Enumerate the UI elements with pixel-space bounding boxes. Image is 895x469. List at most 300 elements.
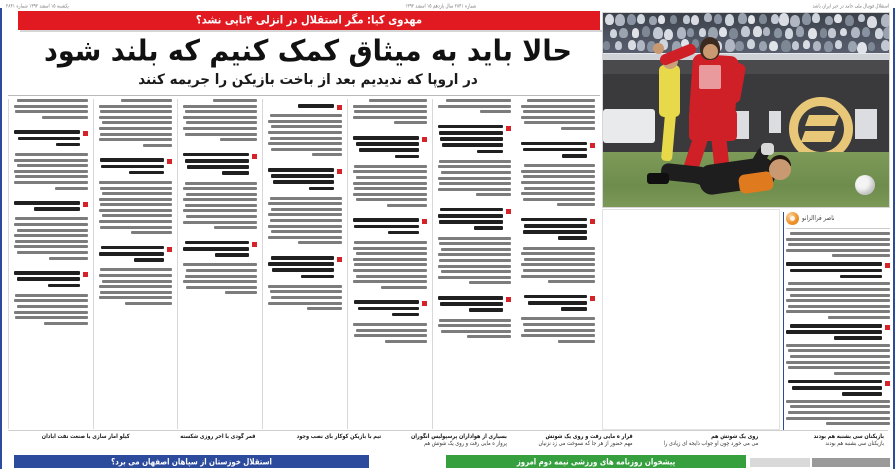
text-line xyxy=(220,138,257,141)
text-line xyxy=(185,110,257,113)
text-line xyxy=(438,296,504,300)
col-6 xyxy=(432,99,517,429)
text-line xyxy=(438,214,504,218)
crowd-person xyxy=(714,14,722,24)
text-line xyxy=(477,150,503,154)
text-line xyxy=(440,302,503,306)
text-line xyxy=(99,252,165,256)
crowd-person xyxy=(781,40,791,52)
bottom-teaser-cell[interactable] xyxy=(134,433,260,452)
text-line xyxy=(788,366,890,369)
text-line xyxy=(272,268,334,272)
text-line xyxy=(438,177,512,180)
text-line xyxy=(439,319,511,322)
text-line xyxy=(15,240,87,243)
text-line xyxy=(356,329,427,332)
text-line xyxy=(442,143,504,147)
crowd-person xyxy=(802,13,811,24)
body-paragraph xyxy=(183,99,257,144)
crowd-person xyxy=(628,40,636,50)
text-line xyxy=(125,302,172,305)
text-line xyxy=(185,241,249,245)
text-line xyxy=(790,232,890,235)
question-heading xyxy=(268,168,342,193)
text-line xyxy=(354,110,426,113)
article-columns xyxy=(8,99,600,429)
text-line xyxy=(14,181,88,184)
red-player-left-hand xyxy=(653,43,664,54)
text-line xyxy=(14,271,80,275)
teaser-banner-shadow xyxy=(20,30,602,32)
text-line xyxy=(354,165,426,168)
crowd-person xyxy=(881,14,891,27)
crowd-person xyxy=(649,16,656,25)
col-5 xyxy=(347,99,432,429)
body-paragraph xyxy=(786,344,890,375)
text-line xyxy=(528,301,587,305)
bottom-teaser-line-1: تیم با بازیکن کوکار بای نصب وجود xyxy=(296,433,382,441)
question-heading xyxy=(786,324,890,340)
crowd-person xyxy=(771,14,779,24)
text-line xyxy=(562,154,587,158)
crowd-person xyxy=(883,27,890,39)
advertising-board-top xyxy=(603,60,889,74)
text-line xyxy=(790,405,890,408)
text-line xyxy=(101,165,164,169)
question-heading xyxy=(268,256,342,281)
text-line xyxy=(48,284,80,288)
text-line xyxy=(395,155,419,159)
body-paragraph xyxy=(521,164,595,209)
text-line xyxy=(439,259,511,262)
page-left-rule xyxy=(0,8,2,469)
text-line xyxy=(524,121,595,124)
text-line xyxy=(15,217,87,220)
text-line xyxy=(388,231,418,235)
text-line xyxy=(143,144,172,147)
bottom-teaser-line-1: قرار ه مایی رفت و روی یک شوتش xyxy=(545,433,633,441)
crowd-person xyxy=(868,42,875,51)
text-line xyxy=(842,392,882,396)
question-heading xyxy=(521,295,595,314)
crowd-person xyxy=(719,27,727,37)
body-paragraph xyxy=(786,282,890,319)
text-line xyxy=(17,229,88,232)
body-paragraph xyxy=(14,217,88,262)
bottom-teaser-line-2: مهم حضور از هر جا که نسوخت می زد نزنیان xyxy=(538,439,633,447)
text-line xyxy=(467,335,511,338)
text-line xyxy=(438,125,504,129)
crowd-person xyxy=(642,26,651,37)
text-line xyxy=(183,263,257,266)
text-line xyxy=(353,218,419,222)
text-line xyxy=(131,231,172,234)
text-line xyxy=(524,164,595,167)
text-line xyxy=(438,237,512,240)
body-paragraph xyxy=(521,247,595,286)
lead-photo xyxy=(602,12,890,208)
crowd-person xyxy=(828,28,836,38)
bottom-teaser-cell[interactable] xyxy=(8,433,134,452)
text-line xyxy=(271,174,334,178)
text-line xyxy=(354,263,426,266)
text-line xyxy=(441,270,512,273)
crowd-person xyxy=(785,28,794,39)
body-paragraph xyxy=(183,263,257,297)
text-line xyxy=(381,286,427,289)
text-line xyxy=(840,275,882,279)
crowd-person xyxy=(862,27,870,37)
crowd-person xyxy=(637,40,646,51)
bottom-teaser-cell[interactable] xyxy=(259,433,385,452)
text-line xyxy=(34,207,80,211)
crowd-person xyxy=(875,28,884,39)
text-line xyxy=(186,269,257,272)
text-line xyxy=(438,253,512,256)
text-line xyxy=(353,170,427,173)
text-line xyxy=(548,280,595,283)
text-line xyxy=(521,192,595,195)
text-line xyxy=(17,99,88,102)
text-line xyxy=(186,215,257,218)
text-line xyxy=(790,324,882,328)
bottom-teaser-line-1: قمر گودی با آخر روزی شکسته xyxy=(180,433,256,441)
text-line xyxy=(524,295,587,299)
bottom-band-blue[interactable] xyxy=(14,455,369,468)
crowd-person xyxy=(848,41,857,52)
crowd-person xyxy=(753,26,762,37)
text-line xyxy=(439,182,511,185)
text-line xyxy=(312,153,341,156)
text-line xyxy=(15,316,87,319)
masthead-left-text: یکشنبه ۱۵ اسفند ۱۳۹۲ شماره ۲۸۴۱ xyxy=(6,2,69,9)
body-paragraph xyxy=(183,182,257,232)
text-line xyxy=(100,203,172,206)
text-line xyxy=(438,276,512,279)
crowd-person xyxy=(747,39,755,49)
page-subtitle: در اروپا که ندیدیم بعد از باخت بازیکن را جریمه کنند xyxy=(138,71,478,89)
crowd-person xyxy=(610,29,618,39)
crowd-person xyxy=(619,28,627,39)
text-line xyxy=(102,192,173,195)
text-line xyxy=(268,302,342,305)
text-line xyxy=(786,330,882,334)
question-heading xyxy=(438,296,512,315)
text-line xyxy=(354,300,418,304)
crowd-person xyxy=(687,28,695,37)
text-line xyxy=(99,274,173,277)
bottom-band-green[interactable] xyxy=(446,455,746,468)
text-line xyxy=(186,286,257,289)
text-line xyxy=(271,148,342,151)
body-paragraph xyxy=(14,294,88,328)
crowd-person xyxy=(851,27,860,39)
bottom-teaser-cell[interactable] xyxy=(637,433,763,452)
crowd-person xyxy=(825,16,832,25)
text-line xyxy=(100,291,172,294)
crowd-person xyxy=(677,27,687,39)
text-line xyxy=(55,187,87,190)
text-line xyxy=(268,120,342,123)
teaser-banner[interactable] xyxy=(18,11,600,30)
body-paragraph xyxy=(14,99,88,121)
bottom-teaser-line-2: می می خورد چون او جواب ذایجه ای زیادی را xyxy=(663,439,759,447)
text-line xyxy=(790,355,890,358)
text-line xyxy=(301,275,334,279)
text-line xyxy=(524,224,587,228)
text-line xyxy=(438,324,512,327)
text-line xyxy=(786,344,890,347)
text-line xyxy=(268,142,342,145)
bottom-teaser-line-1: بازیکنان سی بشنبه هم بودند xyxy=(813,433,885,441)
text-line xyxy=(356,252,427,255)
headline-divider xyxy=(8,95,600,96)
crowd-person xyxy=(637,14,645,24)
text-line xyxy=(49,257,87,260)
crowd-person xyxy=(813,41,821,51)
text-line xyxy=(101,246,164,250)
text-line xyxy=(183,187,257,190)
crowd-person xyxy=(857,42,867,54)
text-line xyxy=(521,105,595,108)
text-line xyxy=(788,380,882,384)
text-line xyxy=(270,219,342,222)
text-line xyxy=(100,226,172,229)
text-line xyxy=(356,142,419,146)
text-line xyxy=(440,208,503,212)
bottom-teaser-line-2: بازیکنان سی بشنبه هم بودند xyxy=(825,439,885,447)
text-line xyxy=(385,340,426,343)
col-2 xyxy=(93,99,178,429)
text-line xyxy=(788,411,890,414)
text-line xyxy=(438,188,512,191)
text-line xyxy=(834,372,890,375)
bottom-teaser-cell[interactable] xyxy=(511,433,637,452)
text-line xyxy=(186,193,257,196)
text-line xyxy=(14,105,88,108)
crowd-person xyxy=(683,15,691,24)
text-line xyxy=(185,159,249,163)
text-line xyxy=(521,181,595,184)
text-line xyxy=(438,165,512,168)
bottom-band-green-text: پیشخوان روزنامه های ورزشی نیمه دوم امروز xyxy=(516,456,676,467)
body-paragraph xyxy=(438,160,512,199)
text-line xyxy=(271,230,342,233)
text-line xyxy=(56,143,80,147)
bottom-teaser-line-2: پرواز ه مایی رفت و روی یک شوتش هم xyxy=(424,439,507,447)
body-paragraph xyxy=(521,317,595,345)
goalkeeper-head xyxy=(769,159,791,180)
text-line xyxy=(832,254,890,257)
body-paragraph xyxy=(99,99,173,149)
text-line xyxy=(439,220,503,224)
text-line xyxy=(523,110,595,113)
crowd-person xyxy=(774,28,782,38)
body-paragraph xyxy=(786,232,890,257)
ad-square-3 xyxy=(855,109,877,139)
crowd-person xyxy=(735,41,743,51)
text-line xyxy=(268,262,334,266)
text-line xyxy=(786,288,890,291)
text-line xyxy=(102,121,173,124)
text-line xyxy=(786,249,890,252)
sidebar-column xyxy=(786,232,890,430)
question-heading xyxy=(438,208,512,233)
crowd-person xyxy=(824,41,833,52)
crowd-person xyxy=(603,41,610,50)
body-paragraph xyxy=(14,153,88,192)
text-line xyxy=(186,121,257,124)
text-line xyxy=(185,133,257,136)
text-line xyxy=(183,221,257,224)
crowd-person xyxy=(858,14,865,23)
text-line xyxy=(225,291,257,294)
text-line xyxy=(268,236,342,239)
body-paragraph xyxy=(438,99,512,116)
text-line xyxy=(268,131,342,134)
text-line xyxy=(353,182,427,185)
text-line xyxy=(270,137,342,140)
football-ball xyxy=(855,175,875,195)
text-line xyxy=(99,296,173,299)
text-line xyxy=(521,275,595,278)
text-line xyxy=(354,225,418,229)
text-line xyxy=(14,170,88,173)
text-line xyxy=(222,171,250,175)
text-line xyxy=(788,305,890,308)
text-line xyxy=(353,116,427,119)
stadium-crowd xyxy=(603,13,889,57)
text-line xyxy=(99,209,173,212)
crowd-person xyxy=(835,40,843,50)
text-line xyxy=(353,105,427,108)
text-line xyxy=(183,116,257,119)
crowd-person xyxy=(627,14,636,25)
text-line xyxy=(392,313,418,317)
text-line xyxy=(270,197,342,200)
text-line xyxy=(271,256,334,260)
text-line xyxy=(100,187,172,190)
question-heading xyxy=(786,380,890,396)
text-line xyxy=(100,268,172,271)
body-paragraph xyxy=(268,285,342,313)
text-line xyxy=(394,121,426,124)
crowd-person xyxy=(615,14,625,26)
text-line xyxy=(42,116,88,119)
text-line xyxy=(521,252,595,255)
question-heading xyxy=(14,271,88,290)
text-line xyxy=(474,226,503,230)
bottom-teaser-cell[interactable] xyxy=(385,433,511,452)
goalkeeper-boot xyxy=(647,173,669,184)
crowd-person xyxy=(840,28,847,37)
text-line xyxy=(524,329,595,332)
bottom-band-grey-dark xyxy=(812,458,890,467)
text-line xyxy=(270,290,342,293)
crowd-person xyxy=(699,28,707,38)
text-line xyxy=(524,187,595,190)
headline-block xyxy=(14,33,602,93)
text-line xyxy=(561,127,595,130)
text-line xyxy=(786,238,890,241)
crowd-person xyxy=(738,13,747,24)
crowd-person xyxy=(658,15,665,24)
question-heading xyxy=(183,241,257,260)
page-title: حالا باید به میثاق کمک کنیم که بلند شود xyxy=(43,34,573,69)
text-line xyxy=(786,299,890,302)
text-line xyxy=(356,176,427,179)
text-line xyxy=(15,294,87,297)
text-line xyxy=(18,137,80,141)
text-line xyxy=(268,225,342,228)
text-line xyxy=(183,198,257,201)
text-line xyxy=(523,247,595,250)
text-line xyxy=(441,171,512,174)
text-line xyxy=(185,182,257,185)
text-line xyxy=(354,241,426,244)
text-line xyxy=(439,131,503,135)
text-line xyxy=(353,136,419,140)
body-paragraph xyxy=(99,181,173,237)
question-heading xyxy=(14,130,88,149)
bottom-teaser-row xyxy=(8,430,888,452)
text-line xyxy=(129,171,164,175)
body-paragraph xyxy=(438,237,512,287)
text-line xyxy=(523,175,595,178)
crowd-person xyxy=(704,13,711,22)
text-line xyxy=(834,336,882,340)
text-line xyxy=(359,148,418,152)
text-line xyxy=(788,349,890,352)
text-line xyxy=(353,247,427,250)
body-paragraph xyxy=(353,99,427,127)
body-paragraph xyxy=(521,99,595,133)
red-player-jersey-print xyxy=(699,65,721,89)
question-heading xyxy=(183,153,257,178)
text-line xyxy=(309,187,334,191)
crowd-person xyxy=(845,15,854,26)
crowd-person xyxy=(803,40,810,49)
col-1 xyxy=(8,99,93,429)
bottom-teaser-cell[interactable] xyxy=(762,433,888,452)
text-line xyxy=(17,251,88,254)
body-paragraph xyxy=(353,323,427,345)
text-line xyxy=(369,99,427,102)
text-line xyxy=(271,208,342,211)
text-line xyxy=(446,99,511,102)
text-line xyxy=(441,248,512,251)
body-paragraph xyxy=(268,114,342,159)
text-line xyxy=(268,202,342,205)
crowd-person xyxy=(741,26,750,37)
text-line xyxy=(441,330,512,333)
crowd-person xyxy=(725,14,735,26)
text-line xyxy=(828,316,890,319)
text-line xyxy=(792,386,882,390)
text-line xyxy=(788,243,890,246)
question-heading xyxy=(353,136,427,161)
text-line xyxy=(183,209,257,212)
text-line xyxy=(387,204,427,207)
crowd-person xyxy=(834,14,842,24)
col-3 xyxy=(177,99,262,429)
text-line xyxy=(99,198,173,201)
crowd-person xyxy=(759,14,767,24)
text-line xyxy=(187,165,249,169)
text-line xyxy=(521,218,587,222)
crowd-person xyxy=(729,28,738,39)
text-line xyxy=(14,245,88,248)
